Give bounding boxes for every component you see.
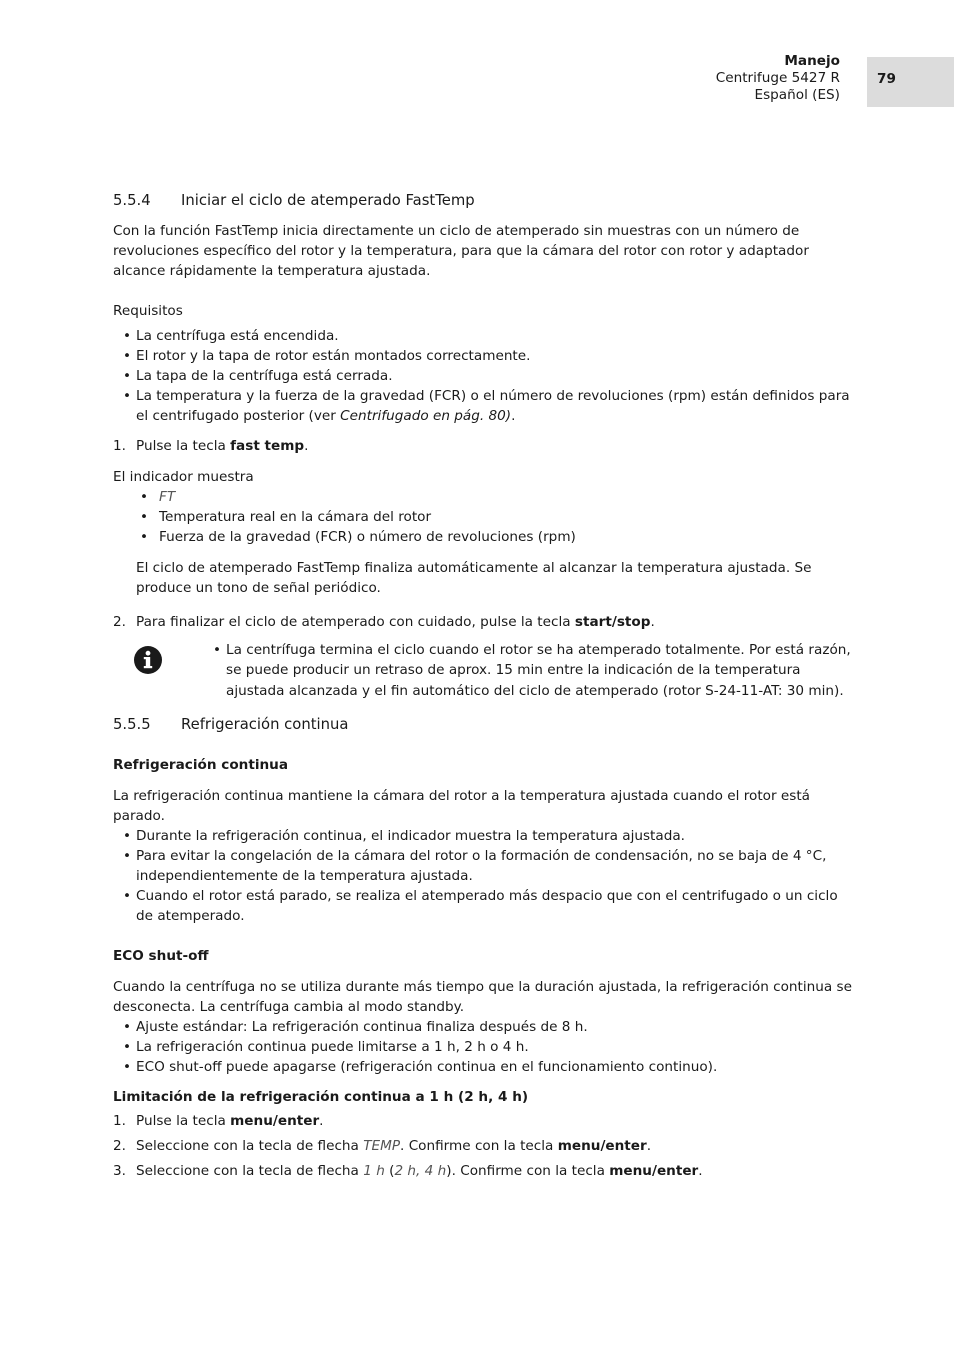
info-line: La centrífuga termina el ciclo cuando el rotor se ha atemperado totalmente. Por está razón, [226,642,851,658]
step-1 [136,436,309,456]
step-number: 3. [113,1163,126,1179]
intro-line: revoluciones específico del rotor y la temperatura, para que la cámara del rotor con rotor y adaptador [113,243,809,259]
header-chapter: Manejo [784,53,840,69]
bullet-glyph: • [123,1019,132,1035]
list-item: Durante la refrigeración continua, el indicador muestra la temperatura ajustada. [136,828,685,844]
info-line: se puede producir un retraso de aprox. 15 min entre la indicación de la temperatura [226,662,801,678]
list-item: Cuando el rotor está parado, se realiza el atemperado más despacio que con el centrifugado o un ciclo [136,888,838,904]
step-3 [136,1161,703,1181]
text: . [319,1113,324,1129]
header-language: Español (ES) [754,87,840,103]
display-item: Fuerza de la gravedad (FCR) o número de revoluciones (rpm) [159,529,576,545]
text: . [511,408,516,424]
subheading: ECO shut-off [113,948,209,964]
bullet-glyph: • [213,642,222,658]
step-1 [136,1111,324,1131]
list-item: La refrigeración continua puede limitarse a 1 h, 2 h o 4 h. [136,1039,529,1055]
auto-end-line: El ciclo de atemperado FastTemp finaliza automáticamente al alcanzar la temperatura ajustada. Se [136,560,812,576]
bullet-glyph: • [123,1059,132,1075]
section-title: Refrigeración continua [181,716,349,733]
display-item: Temperatura real en la cámara del rotor [159,509,432,525]
list-item: Ajuste estándar: La refrigeración continua finaliza después de 8 h. [136,1019,588,1035]
text: Seleccione con la tecla de flecha [136,1138,364,1154]
step-2 [136,1136,651,1156]
subheading: Refrigeración continua [113,757,289,773]
paragraph-line: desconecta. La centrífuga cambia al modo standby. [113,999,465,1015]
key-name: start/stop [574,614,651,630]
display-value: 2 h, 4 h [394,1163,447,1179]
list-item: ECO shut-off puede apagarse (refrigeración continua en el funcionamiento continuo). [136,1059,718,1075]
text: . [646,1138,652,1154]
paragraph-line: parado. [113,808,165,824]
display-item: FT [159,489,176,505]
bullet-glyph: • [140,489,149,505]
bullet-glyph: • [123,888,132,904]
display-value: 1 h [363,1163,385,1179]
key-name: fast temp [230,438,305,454]
intro-line: alcance rápidamente la temperatura ajustada. [113,263,431,279]
step-number: 2. [113,614,126,630]
list-item-continuation: independientemente de la temperatura ajustada. [136,868,473,884]
text: el centrifugado posterior (ver [136,408,341,424]
info-line: ajustada alcanzada y el fin automático del ciclo de atemperado (rotor S-24-11-AT: 30 min). [226,683,844,699]
page-header [716,53,840,104]
text: . [650,614,655,630]
bullet-glyph: • [123,828,132,844]
auto-end-line: produce un tono de señal periódico. [136,580,381,596]
step-number: 1. [113,1113,126,1129]
requirement-item: La tapa de la centrífuga está cerrada. [136,368,393,384]
section-number: 5.5.5 [113,716,151,733]
bullet-glyph: • [140,509,149,525]
text: ). Confirme con la tecla [446,1163,610,1179]
intro-line: Con la función FastTemp inicia directamente un ciclo de atemperado sin muestras con un número de [113,223,800,239]
text: Para finalizar el ciclo de atemperado con cuidado, pulse la tecla [136,614,575,630]
paragraph-line: La refrigeración continua mantiene la cámara del rotor a la temperatura ajustada cuando el rotor está [113,788,810,804]
display-label: El indicador muestra [113,469,254,485]
step-number: 2. [113,1138,126,1154]
bullet-glyph: • [123,848,132,864]
step-2 [136,612,655,632]
list-item-continuation: de atemperado. [136,908,245,924]
paragraph-line: Cuando la centrífuga no se utiliza durante más tiempo que la duración ajustada, la refrigeración continua se [113,979,852,995]
text: Pulse la tecla [136,1113,231,1129]
text: Seleccione con la tecla de flecha [136,1163,364,1179]
section-title: Iniciar el ciclo de atemperado FastTemp [181,192,475,209]
key-name: menu/enter [230,1113,320,1129]
bullet-glyph: • [140,529,149,545]
step-number: 1. [113,438,126,454]
list-item: Para evitar la congelación de la cámara del rotor o la formación de condensación, no se baja de 4 °C, [136,848,827,864]
key-name: menu/enter [557,1138,647,1154]
subheading: Limitación de la refrigeración continua a 1 h (2 h, 4 h) [113,1089,529,1105]
text: . [698,1163,703,1179]
key-name: menu/enter [609,1163,699,1179]
bullet-glyph: • [123,368,132,384]
display-value: TEMP [363,1138,401,1154]
cross-reference-link[interactable]: Centrifugado en pág. 80) [340,408,512,424]
section-number: 5.5.4 [113,192,151,209]
requirement-item: El rotor y la tapa de rotor están montados correctamente. [136,348,531,364]
bullet-glyph: • [123,1039,132,1055]
page-number-box [867,57,954,107]
bullet-glyph: • [123,348,132,364]
text: ( [384,1163,395,1179]
header-product: Centrifuge 5427 R [715,70,840,86]
text: . [304,438,309,454]
requirements-label: Requisitos [113,303,183,319]
bullet-glyph: • [123,388,132,404]
bullet-glyph: • [123,328,132,344]
text: Pulse la tecla [136,438,231,454]
page-number: 79 [877,71,896,87]
requirement-item-continuation [136,406,515,426]
requirement-item: La centrífuga está encendida. [136,328,339,344]
requirement-item: La temperatura y la fuerza de la gravedad (FCR) o el número de revoluciones (rpm) están definidos para [136,388,850,404]
text: . Confirme con la tecla [400,1138,558,1154]
info-icon [134,646,162,674]
